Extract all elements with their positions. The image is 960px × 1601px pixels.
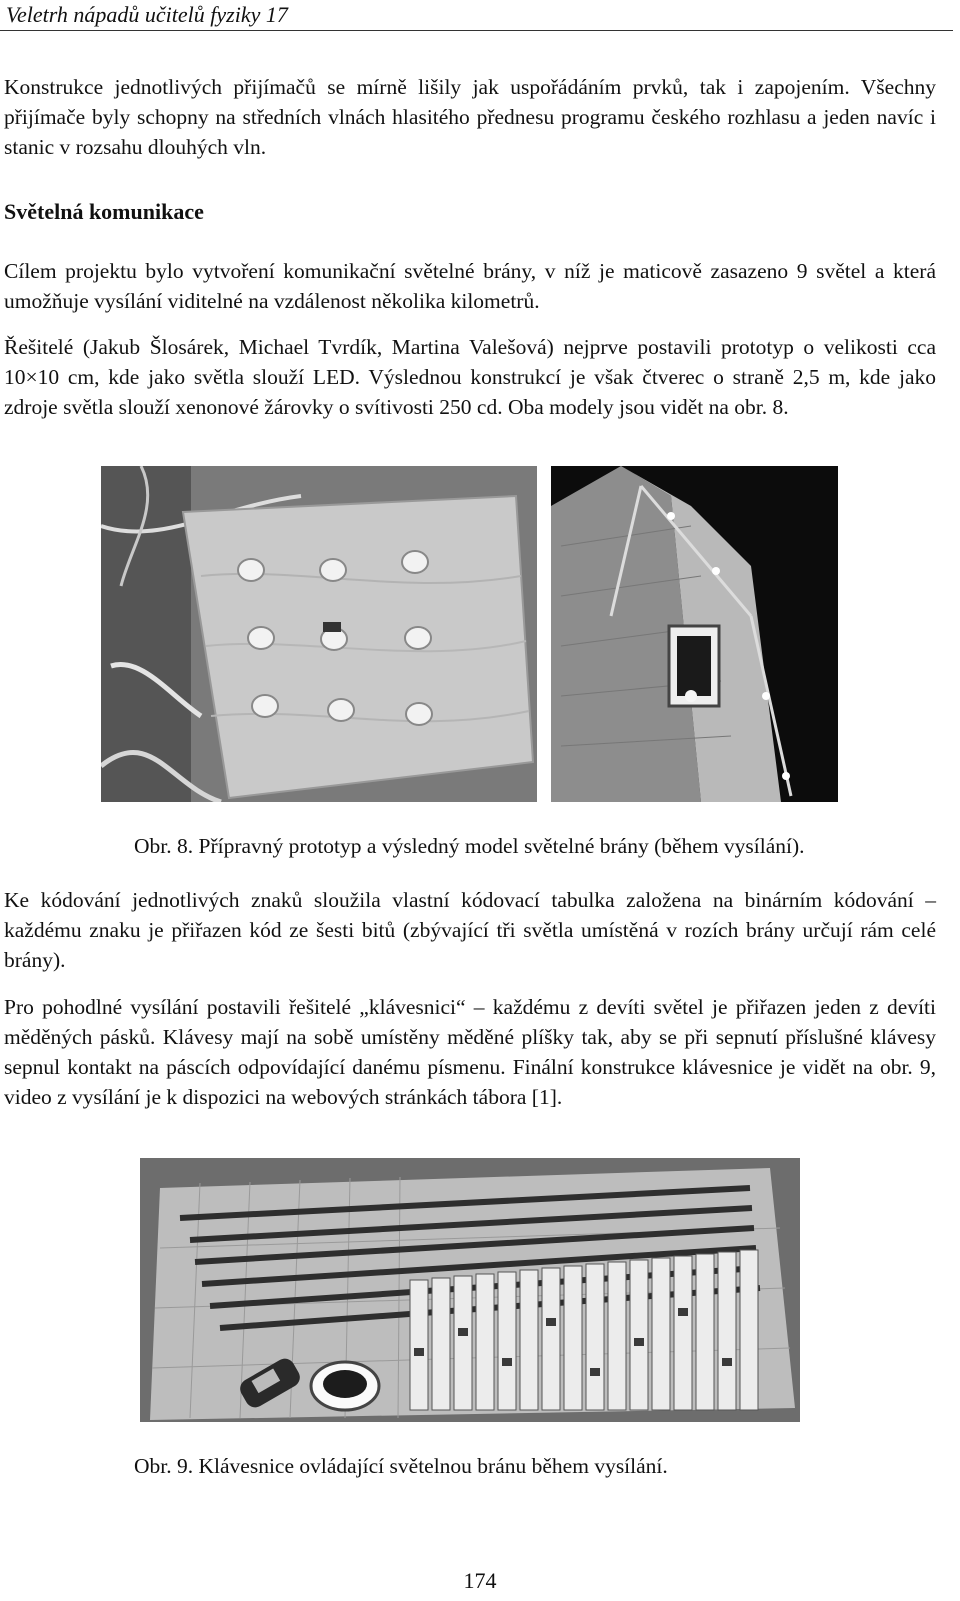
figure8-caption: Obr. 8. Přípravný prototyp a výsledný model světelné brány (během vysílání). bbox=[134, 834, 805, 858]
page-number: 174 bbox=[463, 1568, 497, 1593]
paragraph-keyboard: Pro pohodlné vysílání postavili řešitelé „klávesnici“ – každému z devíti světel je přiřazen jeden z devíti měděných pásků. Klávesy mají na sobě umístěny měděné plíšky tak, aby se při sepnutí příslušné klávesy sepnul kontakt na páscích odpovídající danému písmenu. Finální konstrukce klávesnice je vidět na obr. 9, video z vysílání je k dispozici na webových stránkách tábora [1]. bbox=[4, 995, 936, 1109]
photo-led-prototype bbox=[101, 466, 537, 802]
header-rule bbox=[0, 30, 953, 31]
photo-light-gate-night bbox=[551, 466, 838, 802]
paragraph-project-goal: Cílem projektu bylo vytvoření komunikační světelné brány, v níž je maticově zasazeno 9 světel a která umožňuje vysílání viditelné na vzdálenost několika kilometrů. bbox=[4, 259, 936, 313]
running-header bbox=[0, 0, 960, 34]
paragraph-solvers: Řešitelé (Jakub Šlosárek, Michael Tvrdík, Martina Valešová) nejprve postavili prototyp o velikosti cca 10×10 cm, kde jako světla slouží LED. Výslednou konstrukcí je však čtverec o straně 2,5 m, kde jako zdroje světla slouží xenonové žárovky o svítivosti 250 cd. Oba modely jsou vidět na obr. 8. bbox=[4, 335, 936, 419]
section-heading: Světelná komunikace bbox=[4, 199, 204, 224]
journal-title: Veletrh nápadů učitelů fyziky 17 bbox=[6, 2, 288, 27]
paragraph-receivers: Konstrukce jednotlivých přijímačů se mírně lišily jak uspořádáním prvků, tak i zapojením. Všechny přijímače byly schopny na středních vlnách hlasitého přednesu programu českého rozhlasu a jeden navíc i stanic v rozsahu dlouhých vln. bbox=[4, 75, 936, 159]
figure9-caption: Obr. 9. Klávesnice ovládající světelnou bránu během vysílání. bbox=[134, 1454, 668, 1478]
paragraph-encoding: Ke kódování jednotlivých znaků sloužila vlastní kódovací tabulka založena na binárním kódování – každému znaku je přiřazen kód ze šesti bitů (zbývající tři světla umístěná v rozích brány určují rám celé brány). bbox=[4, 888, 936, 972]
photo-keyboard bbox=[140, 1158, 800, 1422]
